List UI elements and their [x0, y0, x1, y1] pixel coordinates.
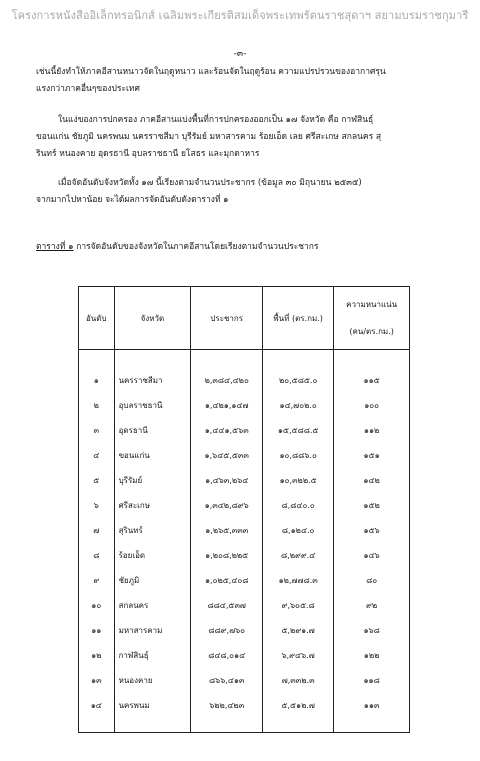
cell-area: ๒๐,๕๘๕.๐ — [263, 350, 334, 394]
cell-area: ๑๒,๗๗๘.๓ — [263, 568, 334, 593]
cell-province: สุรินทร์ — [114, 518, 191, 543]
table-row — [79, 518, 410, 543]
cell-population: ๑,๔๔๑,๕๖๓ — [191, 418, 263, 443]
cell-province: ศรีสะเกษ — [114, 493, 191, 518]
cell-rank: ๑๔ — [79, 693, 115, 733]
cell-province: อุดรธานี — [114, 418, 191, 443]
cell-population: ๘๘๔,๕๓๗ — [191, 593, 263, 618]
population-table — [78, 286, 410, 733]
cell-rank: ๑๒ — [79, 643, 115, 668]
cell-rank: ๘ — [79, 543, 115, 568]
cell-density: ๑๑๒ — [334, 418, 410, 443]
cell-area: ๖,๙๔๖.๗ — [263, 643, 334, 668]
cell-area: ๘,๑๒๔.๐ — [263, 518, 334, 543]
header-density-label: ความหนาแน่น — [346, 300, 398, 309]
cell-density: ๑๕๒ — [334, 493, 410, 518]
table-row — [79, 668, 410, 693]
cell-area: ๘,๒๙๙.๔ — [263, 543, 334, 568]
cell-population: ๑,๐๒๕,๔๐๘ — [191, 568, 263, 593]
table-row — [79, 493, 410, 518]
cell-area: ๙,๖๐๕.๘ — [263, 593, 334, 618]
cell-rank: ๙ — [79, 568, 115, 593]
header-density-unit: (คน/ตร.กม.) — [349, 327, 394, 336]
table-row — [79, 418, 410, 443]
cell-province: อุบลราชธานี — [114, 393, 191, 418]
header-area: พื้นที่ (ตร.กม.) — [263, 287, 334, 350]
table-row — [79, 393, 410, 418]
cell-province: นครพนม — [114, 693, 191, 733]
cell-population: ๑,๖๔๕,๕๓๓ — [191, 443, 263, 468]
cell-area: ๑๐,๘๘๖.๐ — [263, 443, 334, 468]
cell-population: ๑,๔๒๑,๑๔๗ — [191, 393, 263, 418]
table-body — [79, 350, 410, 733]
cell-population: ๒,๓๘๔,๔๒๐ — [191, 350, 263, 394]
cell-rank: ๑๑ — [79, 618, 115, 643]
cell-rank: ๔ — [79, 443, 115, 468]
cell-population: ๘๘๙,๗๖๐ — [191, 618, 263, 643]
header-rank: อันดับ — [79, 287, 115, 350]
cell-density: ๑๒๒ — [334, 643, 410, 668]
table-row — [79, 568, 410, 593]
cell-rank: ๑ — [79, 350, 115, 394]
table-row — [79, 643, 410, 668]
cell-area: ๑๔,๗๐๒.๐ — [263, 393, 334, 418]
table-row — [79, 593, 410, 618]
cell-density: ๑๑๕ — [334, 350, 410, 394]
table-row — [79, 543, 410, 568]
cell-province: สกลนคร — [114, 593, 191, 618]
paragraph-line: เมื่อจัดอันดับจังหวัดทั้ง ๑๗ นี้เรียงตามจำนวนประชากร (ข้อมูล ๓๐ มิถุนายน ๒๕๓๕) — [58, 178, 362, 188]
paragraph-line: ในแง่ของการปกครอง ภาคอีสานแบ่งพื้นที่การปกครองออกเป็น ๑๗ จังหวัด คือ กาฬสินธุ์ — [58, 115, 374, 125]
page-header: โครงการหนังสืออิเล็กทรอนิกส์ เฉลิมพระเกียรติสมเด็จพระเทพรัตนราชสุดาฯ สยามบรมราชกุมารี — [11, 9, 469, 22]
table-row — [79, 350, 410, 394]
cell-density: ๑๔๖ — [334, 543, 410, 568]
cell-density: ๑๐๐ — [334, 393, 410, 418]
cell-province: ร้อยเอ็ด — [114, 543, 191, 568]
cell-rank: ๗ — [79, 518, 115, 543]
paragraph-line: เช่นนี้ยังทำให้ภาคอีสานหนาวจัดในฤดูหนาว และร้อนจัดในฤดูร้อน ความแปรปรวนของอากาศรุน — [36, 67, 386, 77]
cell-density: ๑๔๒ — [334, 468, 410, 493]
table-caption-text: การจัดอันดับของจังหวัดในภาคอีสานโดยเรียงตามจำนวนประชากร — [76, 242, 319, 252]
cell-rank: ๓ — [79, 418, 115, 443]
cell-population: ๑,๔๖๓,๒๖๔ — [191, 468, 263, 493]
table-row — [79, 618, 410, 643]
cell-population: ๘๔๘,๐๑๔ — [191, 643, 263, 668]
paragraph-line: แรงกว่าภาคอื่นๆของประเทศ — [36, 84, 140, 94]
page-number: -๓- — [233, 49, 247, 59]
cell-province: ขอนแก่น — [114, 443, 191, 468]
cell-density: ๑๖๘ — [334, 618, 410, 643]
cell-population: ๘๖๖,๔๑๓ — [191, 668, 263, 693]
cell-province: หนองคาย — [114, 668, 191, 693]
cell-area: ๗,๓๓๒.๓ — [263, 668, 334, 693]
cell-population: ๑,๒๐๘,๒๒๕ — [191, 543, 263, 568]
cell-density: ๑๑๓ — [334, 693, 410, 733]
cell-area: ๑๕,๕๘๘.๕ — [263, 418, 334, 443]
cell-rank: ๑๐ — [79, 593, 115, 618]
cell-area: ๕,๕๑๒.๗ — [263, 693, 334, 733]
cell-rank: ๑๓ — [79, 668, 115, 693]
cell-density: ๑๕๖ — [334, 518, 410, 543]
cell-density: ๑๑๘ — [334, 668, 410, 693]
cell-area: ๕,๒๙๑.๗ — [263, 618, 334, 643]
cell-province: กาฬสินธุ์ — [114, 643, 191, 668]
cell-density: ๑๕๑ — [334, 443, 410, 468]
cell-rank: ๖ — [79, 493, 115, 518]
table-row — [79, 468, 410, 493]
table-header-row — [79, 287, 410, 350]
table-row — [79, 693, 410, 733]
cell-rank: ๕ — [79, 468, 115, 493]
paragraph-line: รินทร์ หนองคาย อุดรธานี อุบลราชธานี ยโสธร และมุกดาหาร — [36, 149, 260, 159]
cell-province: บุรีรัมย์ — [114, 468, 191, 493]
cell-rank: ๒ — [79, 393, 115, 418]
cell-population: ๑,๓๔๒,๘๙๖ — [191, 493, 263, 518]
cell-density: ๙๒ — [334, 593, 410, 618]
cell-area: ๘,๘๔๐.๐ — [263, 493, 334, 518]
cell-population: ๖๒๒,๔๒๓ — [191, 693, 263, 733]
header-province: จังหวัด — [114, 287, 191, 350]
cell-population: ๑,๒๖๕,๓๓๓ — [191, 518, 263, 543]
cell-province: นครราชสีมา — [114, 350, 191, 394]
cell-province: ชัยภูมิ — [114, 568, 191, 593]
cell-area: ๑๐,๓๒๒.๕ — [263, 468, 334, 493]
cell-density: ๘๐ — [334, 568, 410, 593]
table-caption-label: ตารางที่ ๑ — [36, 242, 74, 252]
header-density — [334, 287, 410, 350]
paragraph-line: ขอนแก่น ชัยภูมิ นครพนม นครราชสีมา บุรีรัมย์ มหาสารคาม ร้อยเอ็ด เลย ศรีสะเกษ สกลนคร สุ — [36, 132, 382, 142]
table-caption — [36, 239, 456, 253]
table-row — [79, 443, 410, 468]
cell-province: มหาสารคาม — [114, 618, 191, 643]
header-population: ประชากร — [191, 287, 263, 350]
paragraph-line: จากมากไปหาน้อย จะได้ผลการจัดอันดับดังตารางที่ ๑ — [36, 195, 229, 205]
